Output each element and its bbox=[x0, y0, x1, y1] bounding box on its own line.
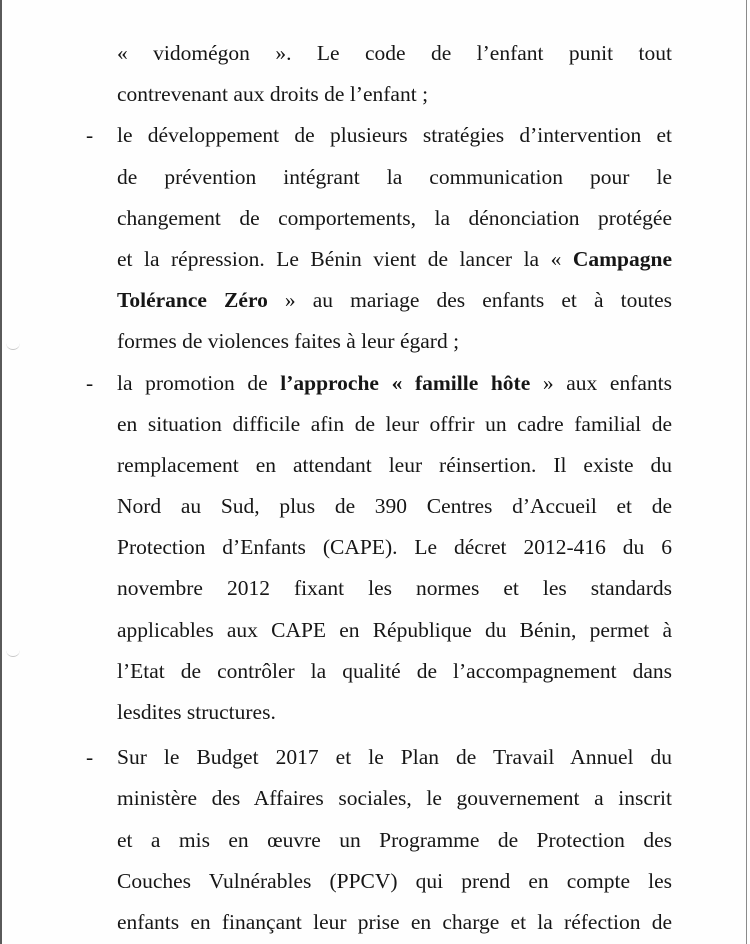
text-line: l’Etat de contrôler la qualité de l’accompagnement dans bbox=[117, 658, 672, 683]
text-line bbox=[86, 280, 672, 321]
text-line: Nord au Sud, plus de 390 Centres d’Accueil et de bbox=[117, 494, 672, 519]
bold-text: Campagne bbox=[572, 246, 672, 271]
text-line: lesdites structures. bbox=[117, 700, 276, 724]
bullet-dash: - bbox=[86, 745, 94, 770]
bold-text: l’approche « famille hôte bbox=[280, 370, 531, 395]
document-body bbox=[86, 33, 672, 943]
text-line: de prévention intégrant la communication pour le bbox=[117, 164, 672, 189]
bullet-dash: - bbox=[86, 370, 94, 395]
bullet-item bbox=[86, 737, 672, 943]
text-line: Protection d’Enfants (CAPE). Le décret 2012-416 du 6 bbox=[117, 535, 672, 560]
text-line: et a mis en œuvre un Programme de Protection des bbox=[117, 827, 672, 852]
text-line: contrevenant aux droits de l’enfant ; bbox=[117, 82, 429, 107]
text-line bbox=[86, 363, 672, 404]
bold-text: Tolérance Zéro bbox=[117, 288, 268, 313]
binding-mark bbox=[6, 343, 20, 350]
binding-mark bbox=[6, 650, 20, 657]
text-line: en situation difficile afin de leur offrir un cadre familial de bbox=[117, 411, 672, 436]
text-line: Couches Vulnérables (PPCV) qui prend en compte les bbox=[117, 868, 672, 893]
text-line: enfants en finançant leur prise en charge et la réfection de bbox=[117, 909, 672, 934]
text-line: formes de violences faites à leur égard ; bbox=[117, 329, 460, 354]
text-line: remplacement en attendant leur réinsertion. Il existe du bbox=[117, 452, 672, 477]
text-line: ministère des Affaires sociales, le gouvernement a inscrit bbox=[117, 786, 672, 811]
text-line: novembre 2012 fixant les normes et les standards bbox=[117, 576, 672, 601]
bullet-dash: - bbox=[86, 123, 94, 148]
text-run: et la répression. Le Bénin vient de lancer la « bbox=[117, 246, 573, 271]
bullet-item bbox=[86, 363, 672, 734]
text-run: » aux enfants bbox=[530, 370, 672, 395]
text-line: le développement de plusieurs stratégies d’intervention et bbox=[117, 123, 672, 148]
text-run: » au mariage des enfants et à toutes bbox=[267, 288, 672, 313]
text-line bbox=[86, 239, 672, 280]
text-line: Sur le Budget 2017 et le Plan de Travail Annuel du bbox=[117, 745, 672, 770]
page-left-edge bbox=[0, 0, 2, 944]
text-line: « vidomégon ». Le code de l’enfant punit tout bbox=[117, 41, 672, 65]
continuation-paragraph bbox=[86, 33, 672, 115]
text-line: changement de comportements, la dénonciation protégée bbox=[117, 205, 672, 230]
page-right-edge bbox=[746, 0, 747, 944]
text-line: applicables aux CAPE en République du Bénin, permet à bbox=[117, 617, 672, 642]
text-run: la promotion de bbox=[117, 370, 281, 395]
bullet-item bbox=[86, 115, 672, 362]
